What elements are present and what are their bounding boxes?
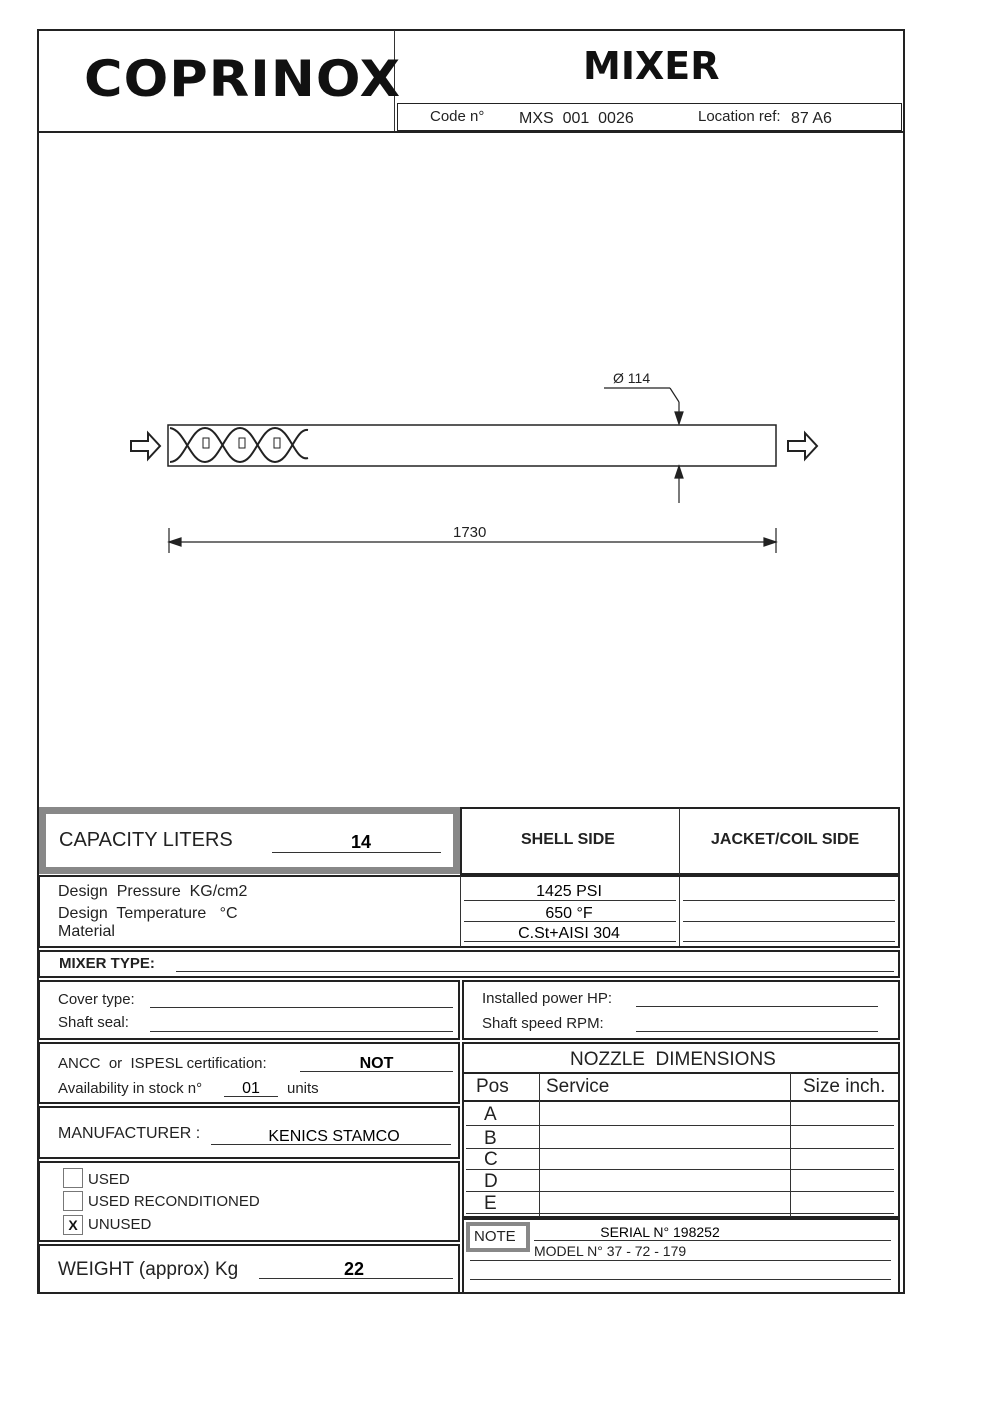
note-line-2 <box>470 1260 891 1261</box>
nozzle-col-service: Service <box>546 1076 610 1097</box>
design-pressure-shell: 1425 PSI <box>536 883 602 900</box>
design-temperature-label: Design Temperature °C <box>58 905 238 922</box>
certification-label: ANCC or ISPESL certification: <box>58 1055 267 1072</box>
cover-type-label: Cover type: <box>58 991 135 1008</box>
cover-type-line <box>150 1007 453 1008</box>
note-label: NOTE <box>474 1228 516 1245</box>
mixer-type-box <box>38 950 900 978</box>
used-checkbox[interactable] <box>63 1168 83 1188</box>
pressure-line-jacket <box>683 900 895 901</box>
note-line-1 <box>534 1240 891 1241</box>
manufacturer-label: MANUFACTURER : <box>58 1125 201 1142</box>
nozzle-row-b: B <box>484 1128 497 1149</box>
shaft-seal-label: Shaft seal: <box>58 1014 129 1031</box>
inlet-arrow-icon <box>131 433 160 459</box>
page-title: MIXER <box>583 44 720 88</box>
stock-label: Availability in stock n° <box>58 1080 203 1097</box>
pipe-body <box>168 425 776 466</box>
mixing-element-icon <box>170 428 308 462</box>
jacket-side-header: JACKET/COIL SIDE <box>711 831 860 848</box>
shell-side-header: SHELL SIDE <box>521 831 615 848</box>
material-line-jacket <box>683 941 895 942</box>
unused-checkbox[interactable]: X <box>63 1215 83 1235</box>
diameter-label: Ø 114 <box>613 370 651 386</box>
used-label: USED <box>88 1171 130 1188</box>
nozzle-col-size: Size inch. <box>803 1076 886 1097</box>
weight-label: WEIGHT (approx) Kg <box>58 1259 239 1280</box>
nozzle-row-line <box>466 1148 894 1149</box>
stock-units: units <box>287 1080 319 1097</box>
coprinox-logo: COPRINOX <box>84 50 402 108</box>
nozzle-row-c: C <box>484 1149 498 1170</box>
nozzle-row-line <box>466 1169 894 1170</box>
material-shell: C.St+AISI 304 <box>518 925 620 942</box>
note-line-3 <box>470 1279 891 1280</box>
installed-power-label: Installed power HP: <box>482 990 613 1007</box>
length-label: 1730 <box>453 524 487 541</box>
location-label: Location ref: <box>698 108 781 125</box>
nozzle-header-line <box>463 1100 899 1102</box>
mixer-type-line <box>176 971 894 972</box>
design-divider <box>460 876 461 947</box>
nozzle-col-pos: Pos <box>476 1076 509 1097</box>
code-label: Code n° <box>430 108 485 125</box>
shaft-seal-line <box>150 1031 453 1032</box>
unused-label: UNUSED <box>88 1216 152 1233</box>
nozzle-row-d: D <box>484 1171 498 1192</box>
used-reconditioned-checkbox[interactable] <box>63 1191 83 1211</box>
outlet-arrow-icon <box>788 433 817 459</box>
nozzle-row-line <box>466 1213 894 1214</box>
installed-power-line <box>636 1006 878 1007</box>
nozzle-col-divider-1 <box>539 1073 540 1217</box>
nozzle-row-a: A <box>484 1104 497 1125</box>
nozzle-title-line <box>463 1072 899 1074</box>
manufacturer-value: KENICS STAMCO <box>268 1128 400 1145</box>
certification-value: NOT <box>359 1055 394 1072</box>
mixer-type-label: MIXER TYPE: <box>59 955 155 972</box>
code-value: MXS 001 0026 <box>519 110 634 127</box>
location-value: 87 A6 <box>791 110 832 127</box>
nozzle-title: NOZZLE DIMENSIONS <box>570 1049 776 1070</box>
nozzle-row-e: E <box>484 1193 497 1214</box>
shaft-speed-line <box>636 1031 878 1032</box>
capacity-value: 14 <box>350 832 372 852</box>
weight-value: 22 <box>343 1259 365 1279</box>
nozzle-row-line <box>466 1191 894 1192</box>
used-reconditioned-label: USED RECONDITIONED <box>88 1193 260 1210</box>
stock-value: 01 <box>242 1080 260 1097</box>
diameter-callout <box>604 388 683 503</box>
note-model: MODEL N° 37 - 72 - 179 <box>534 1243 687 1259</box>
design-pressure-label: Design Pressure KG/cm2 <box>58 883 248 900</box>
temp-line-jacket <box>683 921 895 922</box>
note-serial: SERIAL N° 198252 <box>600 1224 720 1240</box>
design-temperature-shell: 650 °F <box>545 905 593 922</box>
shaft-speed-label: Shaft speed RPM: <box>482 1015 604 1032</box>
nozzle-row-line <box>466 1125 894 1126</box>
material-label: Material <box>58 923 115 940</box>
nozzle-col-divider-2 <box>790 1073 791 1217</box>
capacity-label: CAPACITY LITERS <box>59 829 233 851</box>
